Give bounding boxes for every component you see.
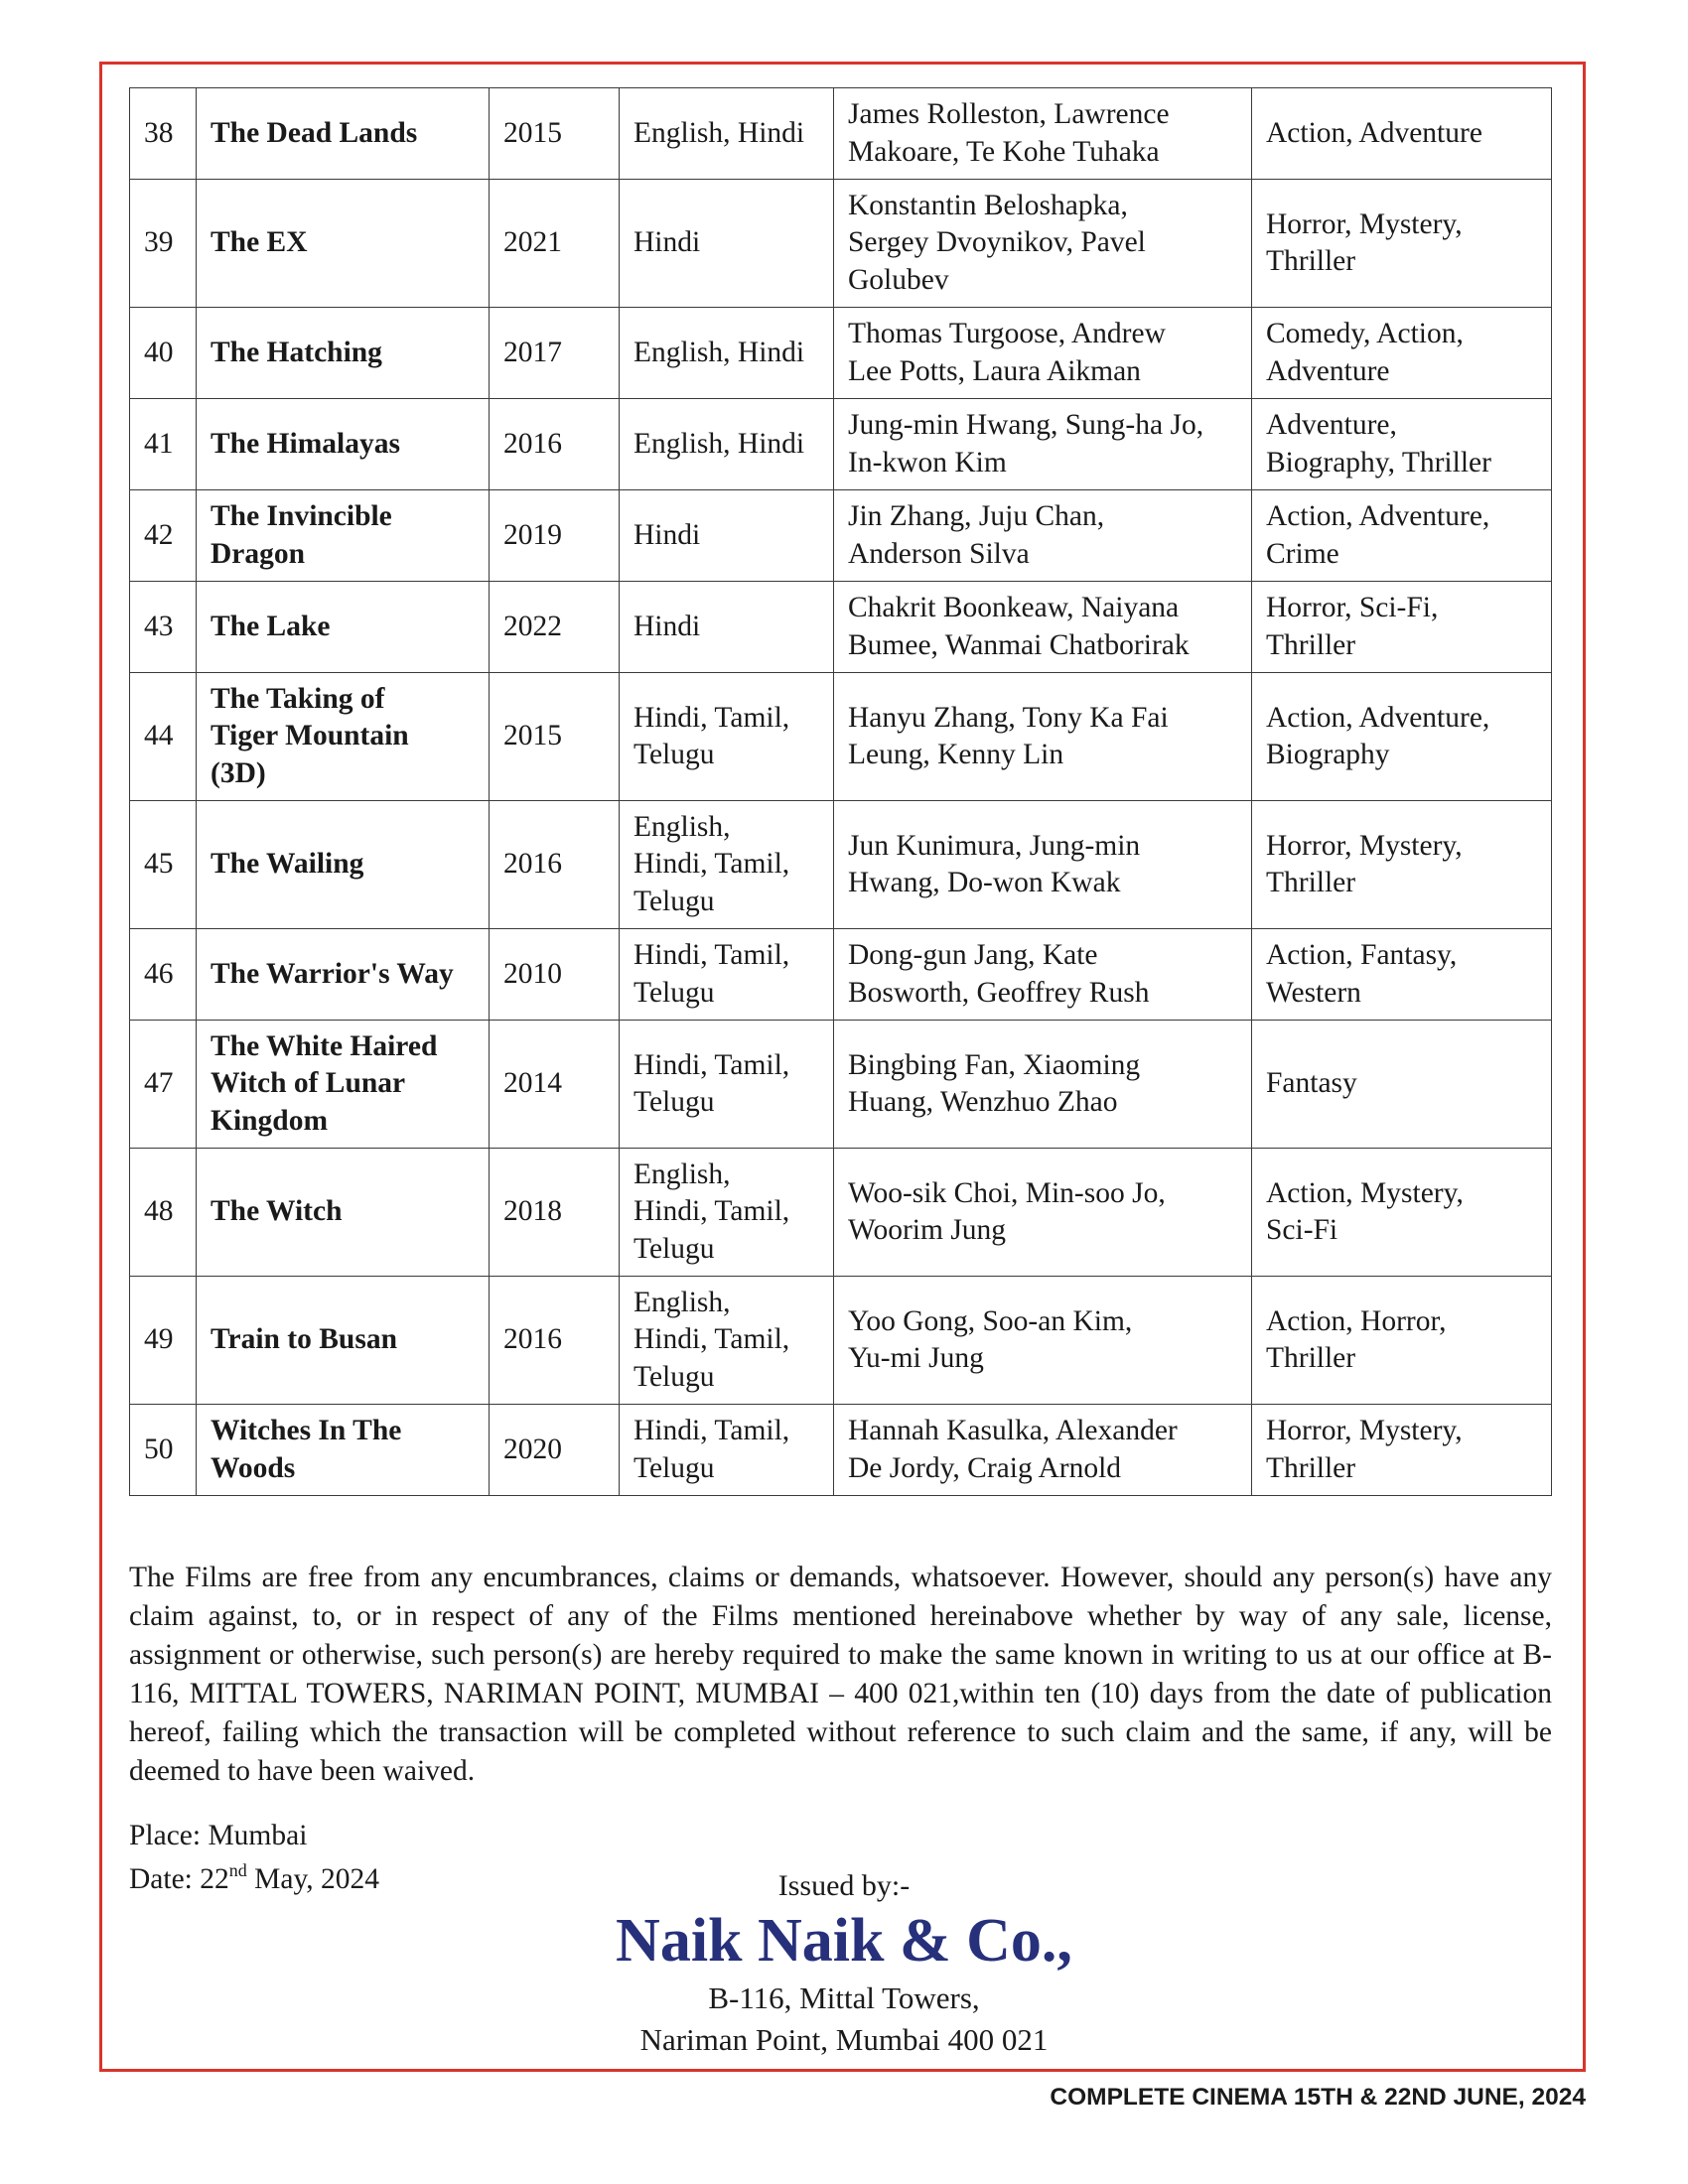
film-number-cell bbox=[130, 801, 197, 929]
film-year-cell-line: 2018 bbox=[503, 1195, 562, 1228]
film-title-cell bbox=[197, 582, 490, 673]
film-title-cell-line: Witch of Lunar bbox=[211, 1067, 406, 1100]
film-title-cell bbox=[197, 399, 490, 490]
film-year-cell-line: 2016 bbox=[503, 1323, 562, 1356]
film-genre-cell-line: Adventure, bbox=[1266, 409, 1397, 441]
film-genre-cell-line: Crime bbox=[1266, 537, 1339, 570]
film-cast-cell bbox=[834, 801, 1252, 929]
film-genre-cell bbox=[1252, 308, 1552, 399]
table-row bbox=[130, 88, 1552, 180]
film-cast-cell-line: Leung, Kenny Lin bbox=[848, 739, 1064, 770]
film-language-cell bbox=[620, 1021, 834, 1149]
film-cast-cell-line: Jin Zhang, Juju Chan, bbox=[848, 500, 1105, 532]
film-year-cell bbox=[490, 582, 620, 673]
film-language-cell bbox=[620, 399, 834, 490]
film-year-cell-line: 2019 bbox=[503, 518, 562, 551]
film-title-cell bbox=[197, 180, 490, 308]
film-cast-cell-line: Hanyu Zhang, Tony Ka Fai bbox=[848, 701, 1169, 734]
film-language-cell-line: Telugu bbox=[633, 739, 715, 770]
film-cast-cell bbox=[834, 1277, 1252, 1405]
film-genre-cell-line: Biography bbox=[1266, 739, 1390, 770]
film-title-cell bbox=[197, 929, 490, 1021]
film-genre-cell-line: Thriller bbox=[1266, 245, 1356, 277]
film-year-cell-line: 2020 bbox=[503, 1433, 562, 1465]
date-ordinal-suffix: nd bbox=[228, 1860, 247, 1880]
film-year-cell bbox=[490, 490, 620, 582]
notice-paragraph: The Films are free from any encumbrances, claims or demands, whatsoever. However, should any person(s) have any claim against, to, or in respect of any of the Films mentioned hereinabove whether by way of any sale, license, assignment or otherwise, such person(s) are hereby required to make the same known in writing to us at our office at B-116, MITTAL TOWERS, NARIMAN POINT, MUMBAI – 400 021,within ten (10) days from the date of publication hereof, failing which the transaction will be completed without reference to such claim and the same, if any, will be deemed to have been waived. bbox=[129, 1562, 1552, 1787]
film-title-cell bbox=[197, 1021, 490, 1149]
film-number-cell bbox=[130, 673, 197, 801]
film-language-cell-line: English, bbox=[633, 1158, 731, 1190]
film-number-cell bbox=[130, 1149, 197, 1277]
film-genre-cell-line: Horror, Mystery, bbox=[1266, 829, 1463, 862]
film-title-cell-line: Witches In The bbox=[211, 1415, 402, 1446]
film-language-cell-line: English, Hindi bbox=[633, 427, 805, 460]
table-row bbox=[130, 673, 1552, 801]
film-title-cell bbox=[197, 1405, 490, 1496]
table-row bbox=[130, 929, 1552, 1021]
film-language-cell-line: Telugu bbox=[633, 885, 715, 917]
film-title-cell-line: The Witch bbox=[211, 1195, 343, 1228]
film-genre-cell-line: Horror, Mystery, bbox=[1266, 207, 1463, 240]
film-language-cell bbox=[620, 673, 834, 801]
film-cast-cell bbox=[834, 929, 1252, 1021]
film-year-cell-line: 2017 bbox=[503, 336, 562, 368]
date-rest: May, 2024 bbox=[246, 1863, 380, 1895]
film-number-cell-line: 46 bbox=[144, 957, 174, 990]
film-title-cell bbox=[197, 490, 490, 582]
film-language-cell-line: Hindi bbox=[633, 518, 701, 551]
film-language-cell-line: Telugu bbox=[633, 1451, 715, 1484]
film-number-cell-line: 45 bbox=[144, 848, 174, 881]
firm-address-line-2: Nariman Point, Mumbai 400 021 bbox=[639, 2022, 1049, 2057]
film-cast-cell-line: Sergey Dvoynikov, Pavel bbox=[848, 226, 1146, 259]
film-language-cell bbox=[620, 1149, 834, 1277]
film-number-cell bbox=[130, 490, 197, 582]
film-year-cell bbox=[490, 801, 620, 929]
film-genre-cell-line: Thriller bbox=[1266, 1342, 1356, 1374]
film-genre-cell-line: Horror, Sci-Fi, bbox=[1266, 592, 1439, 623]
film-cast-cell bbox=[834, 399, 1252, 490]
film-title-cell-line: The Taking of bbox=[211, 682, 385, 715]
film-number-cell bbox=[130, 399, 197, 490]
film-year-cell-line: 2010 bbox=[503, 957, 562, 990]
film-language-cell bbox=[620, 1277, 834, 1405]
film-language-cell bbox=[620, 308, 834, 399]
film-cast-cell-line: Golubev bbox=[848, 263, 949, 296]
film-number-cell-line: 48 bbox=[144, 1195, 174, 1228]
film-cast-cell-line: Bosworth, Geoffrey Rush bbox=[848, 976, 1150, 1009]
publication-footer: COMPLETE CINEMA 15TH & 22ND JUNE, 2024 bbox=[1050, 2084, 1586, 2111]
film-genre-cell-line: Action, Adventure, bbox=[1266, 500, 1490, 532]
film-cast-cell-line: Hannah Kasulka, Alexander bbox=[848, 1415, 1178, 1446]
film-genre-cell bbox=[1252, 673, 1552, 801]
film-title-cell bbox=[197, 801, 490, 929]
film-title-cell-line: The Hatching bbox=[211, 336, 382, 368]
firm-name: Naik Naik & Co., bbox=[616, 1907, 1072, 1975]
film-cast-cell-line: Makoare, Te Kohe Tuhaka bbox=[848, 135, 1160, 168]
film-year-cell bbox=[490, 88, 620, 180]
film-language-cell-line: English, Hindi bbox=[633, 116, 805, 149]
film-genre-cell-line: Thriller bbox=[1266, 1451, 1356, 1484]
film-cast-cell-line: Bingbing Fan, Xiaoming bbox=[848, 1048, 1141, 1081]
film-title-cell-line: The Lake bbox=[211, 610, 331, 642]
film-year-cell bbox=[490, 308, 620, 399]
film-language-cell-line: Hindi, Tamil, bbox=[633, 701, 790, 734]
film-genre-cell-line: Horror, Mystery, bbox=[1266, 1415, 1463, 1446]
film-cast-cell-line: Thomas Turgoose, Andrew bbox=[848, 318, 1166, 349]
film-number-cell-line: 42 bbox=[144, 518, 174, 551]
film-genre-cell bbox=[1252, 399, 1552, 490]
film-language-cell-line: Telugu bbox=[633, 976, 715, 1009]
film-language-cell-line: Hindi, Tamil, bbox=[633, 1195, 790, 1228]
film-year-cell bbox=[490, 1405, 620, 1496]
film-genre-cell-line: Action, Adventure bbox=[1266, 116, 1482, 149]
film-number-cell bbox=[130, 582, 197, 673]
film-number-cell-line: 47 bbox=[144, 1067, 174, 1100]
film-title-cell-line: The Invincible bbox=[211, 500, 392, 532]
issued-by-label: Issued by:- bbox=[777, 1869, 911, 1902]
film-year-cell bbox=[490, 180, 620, 308]
film-genre-cell-line: Thriller bbox=[1266, 867, 1356, 898]
table-row bbox=[130, 399, 1552, 490]
film-title-cell-line: Woods bbox=[211, 1451, 296, 1484]
film-number-cell bbox=[130, 1021, 197, 1149]
film-cast-cell-line: Dong-gun Jang, Kate bbox=[848, 939, 1098, 971]
film-cast-cell bbox=[834, 490, 1252, 582]
film-title-cell-line: Kingdom bbox=[211, 1104, 329, 1137]
film-number-cell bbox=[130, 88, 197, 180]
film-genre-cell bbox=[1252, 1277, 1552, 1405]
film-year-cell-line: 2021 bbox=[503, 226, 562, 259]
film-year-cell-line: 2015 bbox=[503, 116, 562, 149]
film-language-cell-line: Hindi, Tamil, bbox=[633, 848, 790, 881]
film-genre-cell-line: Action, Mystery, bbox=[1266, 1176, 1464, 1209]
film-year-cell-line: 2015 bbox=[503, 720, 562, 752]
film-genre-cell-line: Sci-Fi bbox=[1266, 1214, 1338, 1246]
place-line: Place: Mumbai bbox=[129, 1820, 308, 1851]
film-year-cell-line: 2016 bbox=[503, 848, 562, 881]
film-cast-cell bbox=[834, 1405, 1252, 1496]
film-cast-cell-line: De Jordy, Craig Arnold bbox=[848, 1451, 1122, 1484]
film-cast-cell-line: Jung-min Hwang, Sung-ha Jo, bbox=[848, 409, 1204, 441]
film-genre-cell-line: Thriller bbox=[1266, 628, 1356, 661]
film-year-cell bbox=[490, 1277, 620, 1405]
film-title-cell bbox=[197, 673, 490, 801]
film-year-cell-line: 2014 bbox=[503, 1067, 562, 1100]
table-row bbox=[130, 1405, 1552, 1496]
film-genre-cell bbox=[1252, 1149, 1552, 1277]
film-title-cell bbox=[197, 88, 490, 180]
film-language-cell bbox=[620, 88, 834, 180]
film-cast-cell-line: In-kwon Kim bbox=[848, 446, 1007, 478]
film-cast-cell-line: Hwang, Do-won Kwak bbox=[848, 867, 1121, 898]
film-language-cell-line: Telugu bbox=[633, 1086, 715, 1118]
film-language-cell bbox=[620, 180, 834, 308]
film-language-cell-line: English, bbox=[633, 1286, 731, 1318]
film-cast-cell-line: Woorim Jung bbox=[848, 1214, 1007, 1246]
film-cast-cell bbox=[834, 1021, 1252, 1149]
film-language-cell-line: Hindi, Tamil, bbox=[633, 1048, 790, 1081]
film-language-cell-line: Hindi, Tamil, bbox=[633, 939, 790, 971]
table-row bbox=[130, 308, 1552, 399]
film-genre-cell-line: Fantasy bbox=[1266, 1067, 1357, 1100]
film-cast-cell-line: Yu-mi Jung bbox=[848, 1342, 984, 1374]
film-language-cell-line: Hindi, Tamil, bbox=[633, 1323, 790, 1356]
film-title-cell-line: Train to Busan bbox=[211, 1323, 397, 1356]
film-genre-cell-line: Action, Horror, bbox=[1266, 1304, 1447, 1337]
film-title-cell bbox=[197, 1277, 490, 1405]
film-year-cell bbox=[490, 1021, 620, 1149]
film-number-cell-line: 50 bbox=[144, 1433, 174, 1465]
film-language-cell-line: English, bbox=[633, 810, 731, 843]
film-title-cell-line: Tiger Mountain bbox=[211, 720, 409, 752]
table-row bbox=[130, 1277, 1552, 1405]
film-language-cell-line: English, Hindi bbox=[633, 336, 805, 368]
film-number-cell-line: 41 bbox=[144, 427, 174, 460]
film-language-cell-line: Hindi bbox=[633, 610, 701, 642]
film-genre-cell bbox=[1252, 88, 1552, 180]
film-cast-cell bbox=[834, 88, 1252, 180]
film-genre-cell bbox=[1252, 1405, 1552, 1496]
film-genre-cell-line: Biography, Thriller bbox=[1266, 446, 1491, 478]
film-cast-cell bbox=[834, 308, 1252, 399]
film-year-cell-line: 2016 bbox=[503, 427, 562, 460]
film-cast-cell-line: Huang, Wenzhuo Zhao bbox=[848, 1086, 1118, 1118]
film-year-cell bbox=[490, 399, 620, 490]
film-title-cell-line: Dragon bbox=[211, 537, 306, 570]
table-row bbox=[130, 490, 1552, 582]
table-row bbox=[130, 180, 1552, 308]
films-table-body bbox=[130, 88, 1552, 1496]
film-title-cell bbox=[197, 1149, 490, 1277]
film-genre-cell bbox=[1252, 1021, 1552, 1149]
film-cast-cell bbox=[834, 582, 1252, 673]
film-language-cell-line: Hindi bbox=[633, 226, 701, 259]
film-language-cell bbox=[620, 801, 834, 929]
film-title-cell-line: The Warrior's Way bbox=[211, 957, 454, 990]
film-language-cell bbox=[620, 490, 834, 582]
film-number-cell-line: 43 bbox=[144, 610, 174, 642]
film-genre-cell-line: Comedy, Action, bbox=[1266, 318, 1464, 349]
film-title-cell-line: The Himalayas bbox=[211, 427, 400, 460]
film-genre-cell bbox=[1252, 180, 1552, 308]
date-prefix: Date: 22 bbox=[129, 1863, 229, 1895]
film-title-cell-line: The Wailing bbox=[211, 848, 364, 881]
film-genre-cell-line: Action, Fantasy, bbox=[1266, 939, 1458, 971]
film-number-cell bbox=[130, 1277, 197, 1405]
film-number-cell-line: 44 bbox=[144, 720, 174, 752]
film-cast-cell bbox=[834, 673, 1252, 801]
film-language-cell-line: Telugu bbox=[633, 1360, 715, 1393]
film-cast-cell-line: James Rolleston, Lawrence bbox=[848, 98, 1170, 130]
film-cast-cell-line: Lee Potts, Laura Aikman bbox=[848, 354, 1141, 387]
film-genre-cell bbox=[1252, 490, 1552, 582]
film-number-cell-line: 38 bbox=[144, 116, 174, 149]
table-row bbox=[130, 582, 1552, 673]
film-number-cell-line: 40 bbox=[144, 336, 174, 368]
date-line bbox=[129, 1860, 379, 1899]
film-language-cell bbox=[620, 929, 834, 1021]
film-cast-cell-line: Woo-sik Choi, Min-soo Jo, bbox=[848, 1176, 1166, 1209]
film-cast-cell-line: Yoo Gong, Soo-an Kim, bbox=[848, 1304, 1133, 1337]
film-cast-cell-line: Bumee, Wanmai Chatborirak bbox=[848, 628, 1190, 661]
film-number-cell-line: 49 bbox=[144, 1323, 174, 1356]
firm-address-line-1: B-116, Mittal Towers, bbox=[708, 1980, 980, 2015]
film-cast-cell-line: Konstantin Beloshapka, bbox=[848, 189, 1128, 221]
film-cast-cell-line: Jun Kunimura, Jung-min bbox=[848, 829, 1141, 862]
film-year-cell bbox=[490, 929, 620, 1021]
film-year-cell bbox=[490, 673, 620, 801]
film-title-cell bbox=[197, 308, 490, 399]
film-language-cell-line: Telugu bbox=[633, 1232, 715, 1265]
film-title-cell-line: The EX bbox=[211, 226, 308, 259]
film-number-cell bbox=[130, 308, 197, 399]
film-genre-cell-line: Action, Adventure, bbox=[1266, 701, 1490, 734]
film-title-cell-line: (3D) bbox=[211, 756, 266, 789]
table-row bbox=[130, 801, 1552, 929]
film-title-cell-line: The Dead Lands bbox=[211, 116, 418, 149]
films-table bbox=[129, 87, 1552, 1496]
film-cast-cell bbox=[834, 1149, 1252, 1277]
film-language-cell-line: Hindi, Tamil, bbox=[633, 1415, 790, 1446]
table-row bbox=[130, 1021, 1552, 1149]
table-row bbox=[130, 1149, 1552, 1277]
film-genre-cell-line: Western bbox=[1266, 976, 1361, 1009]
film-number-cell bbox=[130, 1405, 197, 1496]
film-number-cell bbox=[130, 180, 197, 308]
film-language-cell bbox=[620, 1405, 834, 1496]
film-number-cell-line: 39 bbox=[144, 226, 174, 259]
film-genre-cell bbox=[1252, 582, 1552, 673]
film-year-cell bbox=[490, 1149, 620, 1277]
film-number-cell bbox=[130, 929, 197, 1021]
film-language-cell bbox=[620, 582, 834, 673]
film-genre-cell bbox=[1252, 801, 1552, 929]
film-cast-cell bbox=[834, 180, 1252, 308]
film-title-cell-line: The White Haired bbox=[211, 1029, 438, 1062]
film-genre-cell-line: Adventure bbox=[1266, 354, 1390, 387]
film-cast-cell-line: Chakrit Boonkeaw, Naiyana bbox=[848, 592, 1180, 623]
film-genre-cell bbox=[1252, 929, 1552, 1021]
film-cast-cell-line: Anderson Silva bbox=[848, 537, 1030, 570]
film-year-cell-line: 2022 bbox=[503, 610, 562, 642]
